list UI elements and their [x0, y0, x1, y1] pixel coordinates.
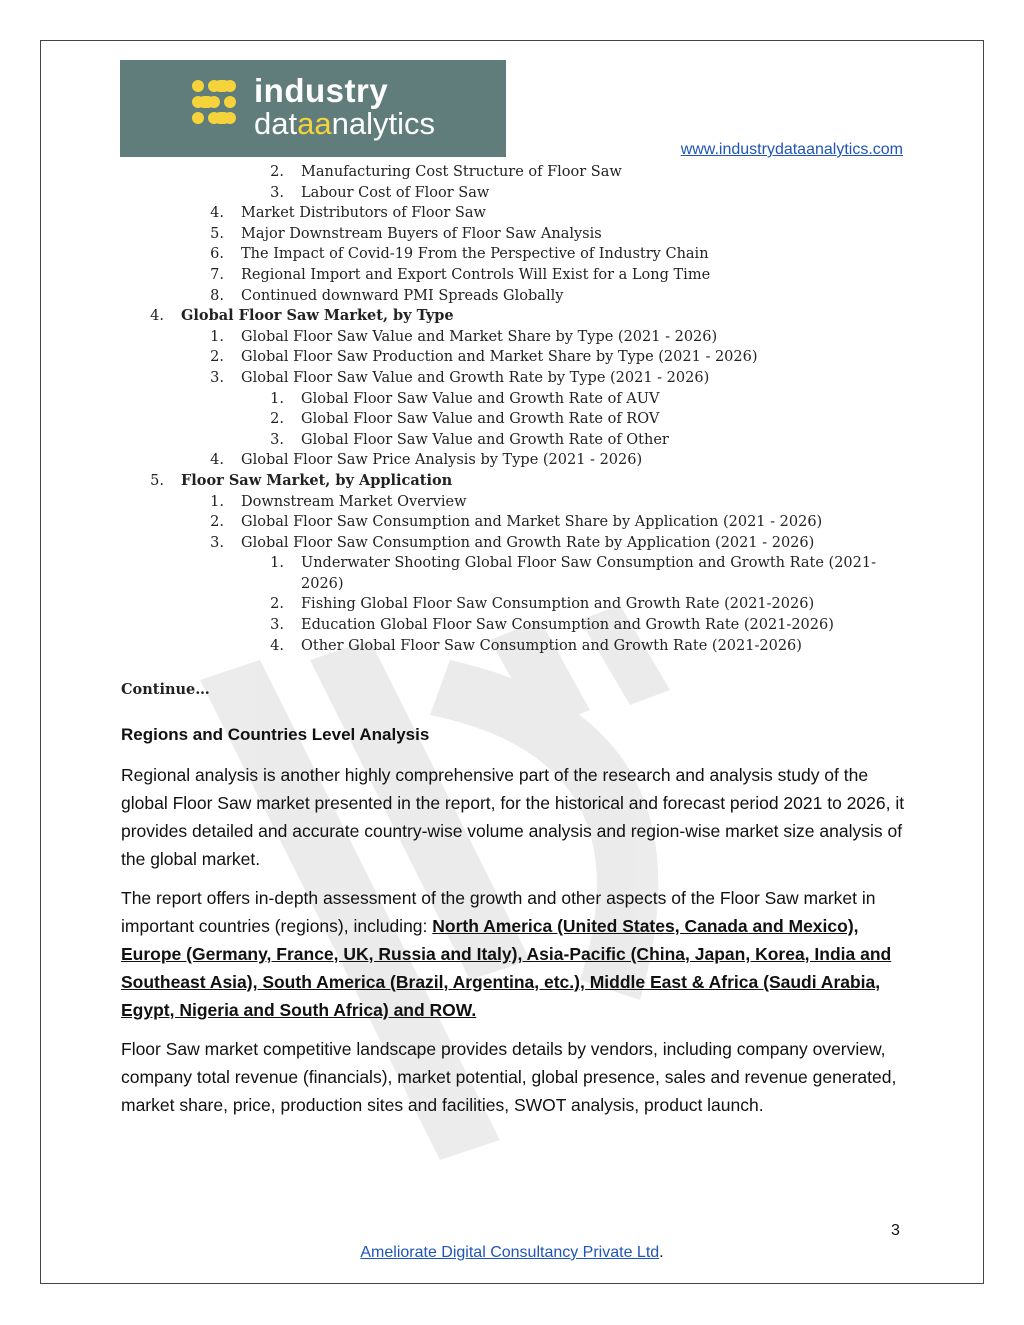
- toc-item-number: 5.: [150, 472, 164, 489]
- toc-item: [0, 368, 1024, 389]
- toc-item: [0, 203, 1024, 224]
- toc-item: [0, 594, 1024, 615]
- toc-item: [0, 327, 1024, 348]
- section-heading: Regions and Countries Level Analysis: [121, 725, 430, 744]
- footer-period: .: [659, 1244, 664, 1261]
- toc-item-label: Global Floor Saw Price Analysis by Type (2021 - 2026): [241, 452, 643, 469]
- toc-item: [0, 492, 1024, 513]
- toc-item-label: Underwater Shooting Global Floor Saw Consumption and Growth Rate (2021-2026): [301, 555, 876, 592]
- toc-item: [0, 162, 1024, 183]
- toc-item-number: 2.: [270, 596, 284, 613]
- continue-label: Continue…: [121, 681, 210, 698]
- website-link[interactable]: www.industrydataanalytics.com: [680, 141, 903, 158]
- toc-item-label: The Impact of Covid-19 From the Perspective of Industry Chain: [241, 246, 709, 263]
- paragraph-competitive-landscape: Floor Saw market competitive landscape provides details by vendors, including company overview, company total revenue (financials), market potential, global presence, sales and revenue generated, market share, price, production sites and facilities, SWOT analysis, product launch.: [121, 1039, 897, 1115]
- toc-item-label: Global Floor Saw Value and Market Share by Type (2021 - 2026): [241, 328, 718, 345]
- toc-item: [0, 265, 1024, 286]
- toc-item-number: 3.: [210, 534, 224, 551]
- regions-intro: The report offers in-depth assessment of the growth and other aspects of the Floor Saw market in important countries (regions), including:: [121, 888, 876, 936]
- toc-item-label: Global Floor Saw Consumption and Market Share by Application (2021 - 2026): [241, 514, 823, 531]
- toc-item: [0, 183, 1024, 204]
- toc-item-number: 4.: [150, 308, 164, 325]
- regions-list-link[interactable]: North America (United States, Canada and Mexico), Europe (Germany, France, UK, Russia and Italy), Asia-Pacific (China, Japan, Korea, India and Southeast Asia), South America (Brazil, Argentina, etc.), Middle East & Africa (Saudi Arabia, Egypt, Nigeria and South Africa) and ROW.: [121, 916, 892, 1020]
- paragraph-regions: [121, 884, 906, 1024]
- toc-item-number: 5.: [210, 225, 224, 242]
- toc-item-label: Major Downstream Buyers of Floor Saw Analysis: [241, 225, 602, 242]
- page-number: 3: [891, 1222, 900, 1239]
- toc-item-label: Global Floor Saw Consumption and Growth Rate by Application (2021 - 2026): [241, 534, 815, 551]
- toc-item: [0, 512, 1024, 533]
- toc-item-label: Other Global Floor Saw Consumption and Growth Rate (2021-2026): [301, 637, 802, 654]
- toc-item-number: 3.: [270, 617, 284, 634]
- logo-line-1: industry: [254, 72, 389, 109]
- toc-item: [0, 615, 1024, 636]
- toc-item-label: Global Floor Saw Production and Market Share by Type (2021 - 2026): [241, 349, 758, 366]
- toc-item: [0, 533, 1024, 554]
- table-of-contents: [0, 162, 1024, 656]
- toc-item-number: 1.: [270, 555, 284, 572]
- toc-item: [0, 471, 1024, 492]
- toc-item-label: Global Floor Saw Value and Growth Rate of ROV: [301, 411, 660, 428]
- toc-item-number: 1.: [210, 328, 224, 345]
- toc-item: [0, 347, 1024, 368]
- footer-company-link[interactable]: Ameliorate Digital Consultancy Private Ltd: [360, 1244, 660, 1261]
- toc-item-label: Continued downward PMI Spreads Globally: [241, 287, 564, 304]
- toc-item-number: 3.: [270, 184, 284, 201]
- toc-item-label: Regional Import and Export Controls Will Exist for a Long Time: [241, 266, 711, 283]
- toc-item-number: 3.: [270, 431, 284, 448]
- toc-item: [0, 286, 1024, 307]
- toc-item-number: 4.: [210, 205, 224, 222]
- toc-item-label: Manufacturing Cost Structure of Floor Saw: [301, 164, 622, 180]
- toc-item: [0, 389, 1024, 410]
- toc-item-label: Market Distributors of Floor Saw: [241, 205, 486, 222]
- toc-item-number: 2.: [270, 164, 284, 180]
- logo-dots-icon: [190, 78, 250, 138]
- logo-line-2: dataanalytics: [254, 106, 435, 141]
- toc-item-label: Global Floor Saw Value and Growth Rate of AUV: [301, 390, 660, 407]
- toc-item-number: 3.: [210, 369, 224, 386]
- toc-item-number: 6.: [210, 246, 224, 263]
- footer: [0, 1244, 1024, 1262]
- toc-item-number: 7.: [210, 266, 224, 283]
- toc-item-number: 2.: [210, 349, 224, 366]
- toc-item: [0, 636, 1024, 657]
- toc-item-label: Education Global Floor Saw Consumption and Growth Rate (2021-2026): [301, 617, 834, 634]
- toc-item-number: 4.: [210, 452, 224, 469]
- toc-item-label: Global Floor Saw Market, by Type: [181, 307, 454, 325]
- paragraph-regional-analysis: Regional analysis is another highly comprehensive part of the research and analysis study of the global Floor Saw market presented in the report, for the historical and forecast period 2021 to 2026, it provides detailed and accurate country-wise volume analysis and region-wise market size analysis of the global market.: [121, 765, 905, 869]
- toc-item: [0, 409, 1024, 430]
- logo-wordmark: [254, 74, 435, 140]
- toc-item-label: Downstream Market Overview: [241, 493, 467, 510]
- toc-item-label: Global Floor Saw Value and Growth Rate of Other: [301, 431, 669, 448]
- toc-item-label: Floor Saw Market, by Application: [181, 471, 453, 489]
- toc-item: [0, 553, 1024, 594]
- toc-item-number: 2.: [210, 514, 224, 531]
- toc-item-label: Labour Cost of Floor Saw: [301, 184, 490, 201]
- toc-item-number: 2.: [270, 411, 284, 428]
- toc-item: [0, 244, 1024, 265]
- toc-item: [0, 306, 1024, 327]
- toc-item: [0, 450, 1024, 471]
- toc-item-number: 4.: [270, 637, 284, 654]
- toc-item-number: 8.: [210, 287, 224, 304]
- toc-item: [0, 430, 1024, 451]
- toc-item: [0, 224, 1024, 245]
- toc-item-label: Fishing Global Floor Saw Consumption and Growth Rate (2021-2026): [301, 596, 815, 613]
- toc-item-number: 1.: [270, 390, 284, 407]
- toc-item-label: Global Floor Saw Value and Growth Rate by Type (2021 - 2026): [241, 369, 710, 386]
- toc-item-number: 1.: [210, 493, 224, 510]
